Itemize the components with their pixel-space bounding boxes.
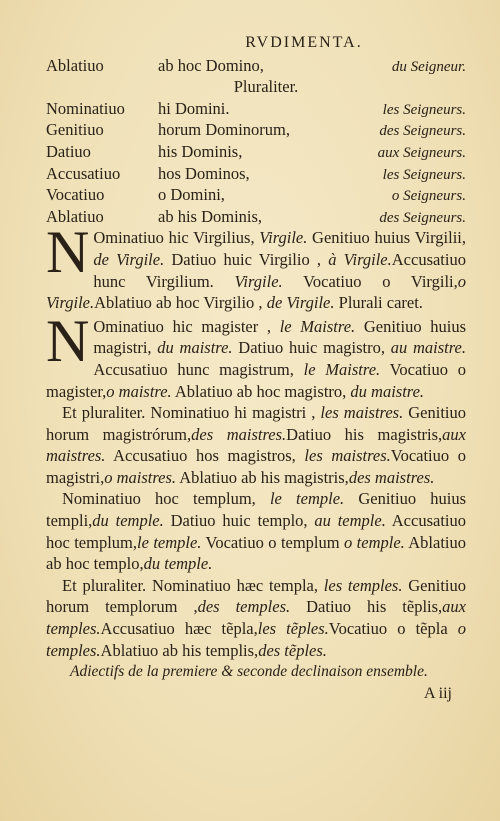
french-gloss: les Seigneurs. bbox=[382, 101, 466, 118]
french-gloss: les tẽples. bbox=[257, 619, 329, 639]
latin-text: Datiuo his tẽplis, bbox=[290, 597, 443, 617]
french-gloss: à Virgile. bbox=[328, 249, 392, 269]
french-gloss: des maistres. bbox=[191, 424, 287, 444]
paragraph-virgilius-text bbox=[46, 219, 466, 313]
declension-row bbox=[46, 119, 466, 141]
declension-row bbox=[46, 141, 466, 163]
case-label: Nominatiuo bbox=[46, 98, 125, 118]
latin-text: Vocatiuo o Virgili, bbox=[282, 271, 458, 291]
section-subheading: Adiectifs de la premiere & seconde declinaison ensemble. bbox=[70, 663, 428, 681]
latin-form: horum Dominorum, bbox=[158, 120, 290, 140]
paragraph-virgilius bbox=[46, 219, 466, 313]
declension-table-plural bbox=[46, 98, 466, 228]
french-gloss: des maistres. bbox=[348, 467, 435, 487]
latin-text: Et pluraliter. Nominatiuo hi magistri , bbox=[62, 403, 321, 423]
latin-text: Accusatiuo hunc Virgilium. bbox=[93, 249, 466, 291]
latin-text: Accusatiuo hoc templum, bbox=[46, 511, 466, 552]
latin-text: Datiuo his magistris, bbox=[286, 424, 443, 444]
french-gloss: des temples. bbox=[197, 597, 291, 617]
french-gloss: le temple. bbox=[269, 489, 345, 509]
french-gloss: du temple. bbox=[92, 511, 164, 531]
french-gloss: les maistres. bbox=[304, 446, 391, 466]
paragraph-magister-plural bbox=[46, 402, 466, 488]
latin-text: Datiuo huic templo, bbox=[163, 511, 315, 531]
latin-text: Vocatiuo o magister, bbox=[46, 359, 466, 401]
latin-text: Datiuo huic magistro, bbox=[232, 338, 391, 358]
latin-form: ab hoc Domino, bbox=[158, 55, 264, 75]
latin-text: Vocatiuo o templum bbox=[201, 532, 345, 552]
french-gloss: du maistre. bbox=[157, 338, 233, 358]
declension-row bbox=[46, 206, 466, 228]
case-label: Accusatiuo bbox=[46, 163, 121, 183]
french-gloss: les temples. bbox=[323, 575, 403, 595]
latin-text: Vocatiuo o magistri, bbox=[46, 446, 466, 487]
declension-row bbox=[46, 184, 466, 206]
declension-row bbox=[46, 163, 466, 185]
latin-text: Genitiuo huius templi, bbox=[46, 489, 467, 531]
french-gloss: des tẽples. bbox=[258, 640, 327, 660]
latin-text: Ominatiuo hic Virgilius, bbox=[93, 228, 260, 248]
declension-row bbox=[46, 98, 466, 120]
french-gloss: du Seigneur. bbox=[391, 58, 466, 75]
page-signature: A iij bbox=[423, 684, 452, 702]
latin-text: Plurali caret. bbox=[334, 293, 423, 313]
french-gloss: aux temples. bbox=[46, 597, 466, 639]
latin-text: Genitiuo huius magistri, bbox=[93, 316, 467, 358]
latin-text: Ominatiuo hic magister , bbox=[93, 316, 280, 336]
latin-text: Genitiuo horum magistrórum, bbox=[46, 403, 466, 444]
latin-form: o Domini, bbox=[158, 185, 225, 205]
case-label: Ablatiuo bbox=[46, 55, 104, 75]
french-gloss: des Seigneurs. bbox=[379, 209, 466, 226]
case-label: Ablatiuo bbox=[46, 206, 104, 226]
latin-form: hi Domini. bbox=[158, 98, 230, 118]
drop-cap: N bbox=[46, 219, 90, 286]
case-label: Genitiuo bbox=[46, 120, 104, 140]
case-label: Datiuo bbox=[46, 141, 91, 161]
latin-text: Datiuo huic Virgilio , bbox=[164, 249, 329, 269]
french-gloss: le temple. bbox=[137, 532, 202, 552]
french-gloss: o temple. bbox=[344, 532, 405, 552]
latin-text: Ablatiuo ab hoc templo, bbox=[46, 532, 467, 574]
french-gloss: des Seigneurs. bbox=[379, 123, 466, 140]
french-gloss: au maistre. bbox=[390, 338, 467, 358]
french-gloss: le Maistre. bbox=[303, 359, 381, 379]
page-text-block bbox=[46, 32, 466, 704]
case-label: Vocatiuo bbox=[46, 185, 105, 205]
french-gloss: de Virgile. bbox=[93, 249, 165, 269]
french-gloss: o Seigneurs. bbox=[391, 188, 466, 205]
french-gloss: Virgile. bbox=[259, 228, 308, 248]
latin-text: Accusatiuo hæc tẽpla, bbox=[100, 619, 258, 639]
latin-text: Genitiuo horum templorum , bbox=[46, 575, 467, 617]
paragraph-templum-plural bbox=[46, 575, 466, 661]
french-gloss: le Maistre. bbox=[279, 316, 356, 336]
paragraph-magister bbox=[46, 307, 467, 402]
latin-form: his Dominis, bbox=[158, 141, 243, 161]
paragraph-magister-text bbox=[46, 307, 467, 401]
latin-form: ab his Dominis, bbox=[158, 206, 263, 226]
french-gloss: du maistre. bbox=[350, 381, 425, 401]
latin-text: Et pluraliter. Nominatiuo hæc templa, bbox=[62, 575, 324, 595]
latin-text: Ablatiuo ab hoc magistro, bbox=[171, 381, 351, 401]
paragraph-templum bbox=[46, 488, 466, 574]
declension-row bbox=[46, 55, 466, 77]
french-gloss: aux Seigneurs. bbox=[377, 144, 466, 161]
latin-text: Genitiuo huius Virgilii, bbox=[307, 228, 466, 248]
running-head: RVDIMENTA. bbox=[245, 34, 363, 51]
french-gloss: o maistres. bbox=[104, 467, 177, 487]
latin-text: Accusatiuo hunc magistrum, bbox=[93, 359, 304, 379]
latin-text: Ablatiuo ab hoc Virgilio , bbox=[94, 293, 267, 313]
latin-text: Vocatiuo o tẽpla bbox=[328, 619, 458, 639]
drop-cap: N bbox=[46, 307, 90, 374]
french-gloss: o temples. bbox=[46, 619, 466, 660]
french-gloss: les maistres. bbox=[320, 403, 404, 423]
latin-text: Ablatiuo ab his templis, bbox=[100, 640, 259, 660]
declension-table-singular-end bbox=[46, 55, 466, 77]
latin-form: hos Dominos, bbox=[158, 163, 250, 183]
pluraliter-heading: Pluraliter. bbox=[233, 77, 299, 97]
french-gloss: o maistre. bbox=[106, 381, 172, 401]
french-gloss: les Seigneurs. bbox=[382, 166, 466, 183]
latin-text: Ablatiuo ab his magistris, bbox=[176, 467, 349, 487]
french-gloss: aux maistres. bbox=[46, 424, 466, 466]
french-gloss: Virgile. bbox=[234, 271, 283, 291]
french-gloss: o Virgile. bbox=[46, 271, 466, 313]
latin-text: Nominatiuo hoc templum, bbox=[62, 489, 270, 509]
latin-text: Accusatiuo hos magistros, bbox=[105, 446, 305, 466]
french-gloss: du temple. bbox=[143, 554, 213, 574]
french-gloss: au temple. bbox=[314, 511, 386, 531]
french-gloss: de Virgile. bbox=[266, 293, 335, 313]
